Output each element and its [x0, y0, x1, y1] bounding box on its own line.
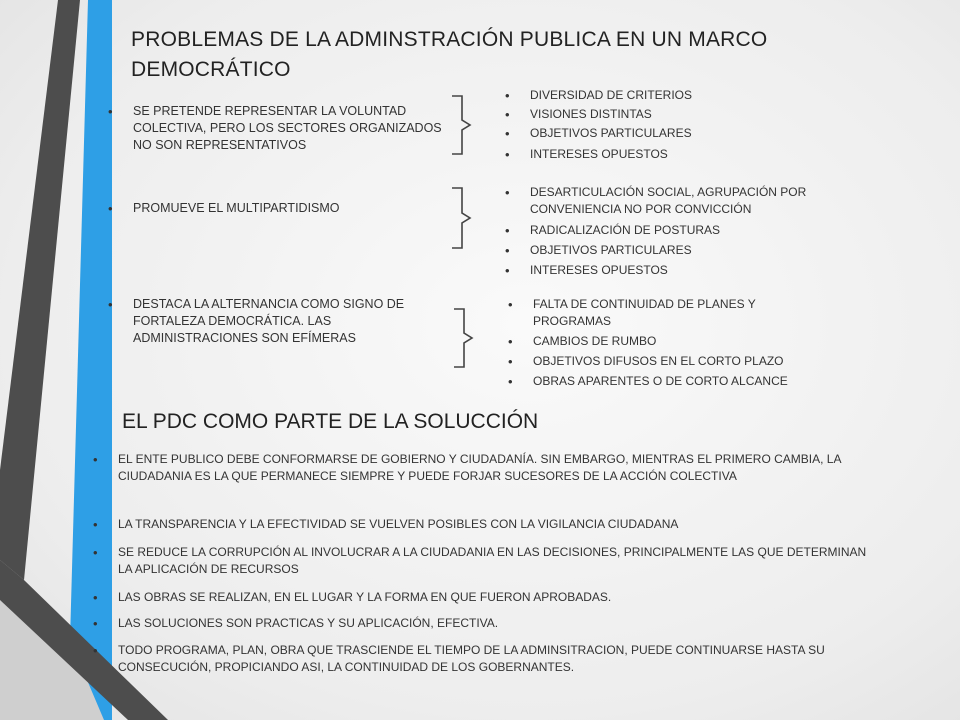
consequence-item: • OBJETIVOS PARTICULARES [530, 242, 830, 259]
consequence-item: • OBRAS APARENTES O DE CORTO ALCANCE [533, 373, 833, 390]
consequence-item: • RADICALIZACIÓN DE POSTURAS [530, 222, 830, 239]
dark-stripe [0, 0, 80, 580]
consequence-item: • CAMBIOS DE RUMBO [533, 333, 823, 350]
consequence-item: • FALTA DE CONTINUIDAD DE PLANES Y PROGRAMAS [533, 296, 823, 330]
consequence-item: • DESARTICULACIÓN SOCIAL, AGRUPACIÓN POR CONVENIENCIA NO POR CONVICCIÓN [530, 184, 830, 218]
solution-item: • EL ENTE PUBLICO DEBE CONFORMARSE DE GOBIERNO Y CIUDADANÍA. SIN EMBARGO, MIENTRAS EL PRIMERO CAMBIA, LA CIUDADANIA ES LA QUE PERMANECE SIEMPRE Y PUEDE FORJAR SUCESORES DE LA ACCIÓN COLECTIVA [118, 451, 878, 485]
section-title: EL PDC COMO PARTE DE LA SOLUCCIÓN [122, 410, 539, 433]
right-brace-icon [450, 94, 480, 156]
blue-stripe [70, 0, 112, 720]
page-title: PROBLEMAS DE LA ADMINSTRACIÓN PUBLICA EN UN MARCO DEMOCRÁTICO [131, 28, 768, 81]
consequence-item: • OBJETIVOS DIFUSOS EN EL CORTO PLAZO [533, 353, 823, 370]
consequence-item: • DIVERSIDAD DE CRITERIOS [530, 87, 790, 104]
consequence-item: • OBJETIVOS PARTICULARES [530, 125, 790, 142]
consequence-item: • VISIONES DISTINTAS [530, 106, 790, 123]
consequence-item: • INTERESES OPUESTOS [530, 262, 830, 279]
problem-item: • DESTACA LA ALTERNANCIA COMO SIGNO DE FORTALEZA DEMOCRÁTICA. LAS ADMINISTRACIONES SON EFÍMERAS [133, 296, 453, 347]
solution-item: • LAS OBRAS SE REALIZAN, EN EL LUGAR Y LA FORMA EN QUE FUERON APROBADAS. [118, 589, 878, 606]
problem-item: • SE PRETENDE REPRESENTAR LA VOLUNTAD COLECTIVA, PERO LOS SECTORES ORGANIZADOS NO SON REPRESENTATIVOS [133, 103, 453, 154]
solution-item: • TODO PROGRAMA, PLAN, OBRA QUE TRASCIENDE EL TIEMPO DE LA ADMINSITRACION, PUEDE CONTINUARSE HASTA SU CONSECUCIÓN, PROPICIANDO ASI, LA CONTINUIDAD DE LOS GOBERNANTES. [118, 642, 878, 676]
right-brace-icon [450, 186, 480, 250]
solution-item: • SE REDUCE LA CORRUPCIÓN AL INVOLUCRAR A LA CIUDADANIA EN LAS DECISIONES, PRINCIPALMENTE LAS QUE DETERMINAN LA APLICACIÓN DE RECURSOS [118, 544, 878, 578]
solution-item: • LAS SOLUCIONES SON PRACTICAS Y SU APLICACIÓN, EFECTIVA. [118, 615, 878, 632]
right-brace-icon [452, 307, 482, 369]
consequence-item: • INTERESES OPUESTOS [530, 146, 790, 163]
solution-item: • LA TRANSPARENCIA Y LA EFECTIVIDAD SE VUELVEN POSIBLES CON LA VIGILANCIA CIUDADANA [118, 516, 878, 533]
problem-item: • PROMUEVE EL MULTIPARTIDISMO [133, 200, 453, 217]
